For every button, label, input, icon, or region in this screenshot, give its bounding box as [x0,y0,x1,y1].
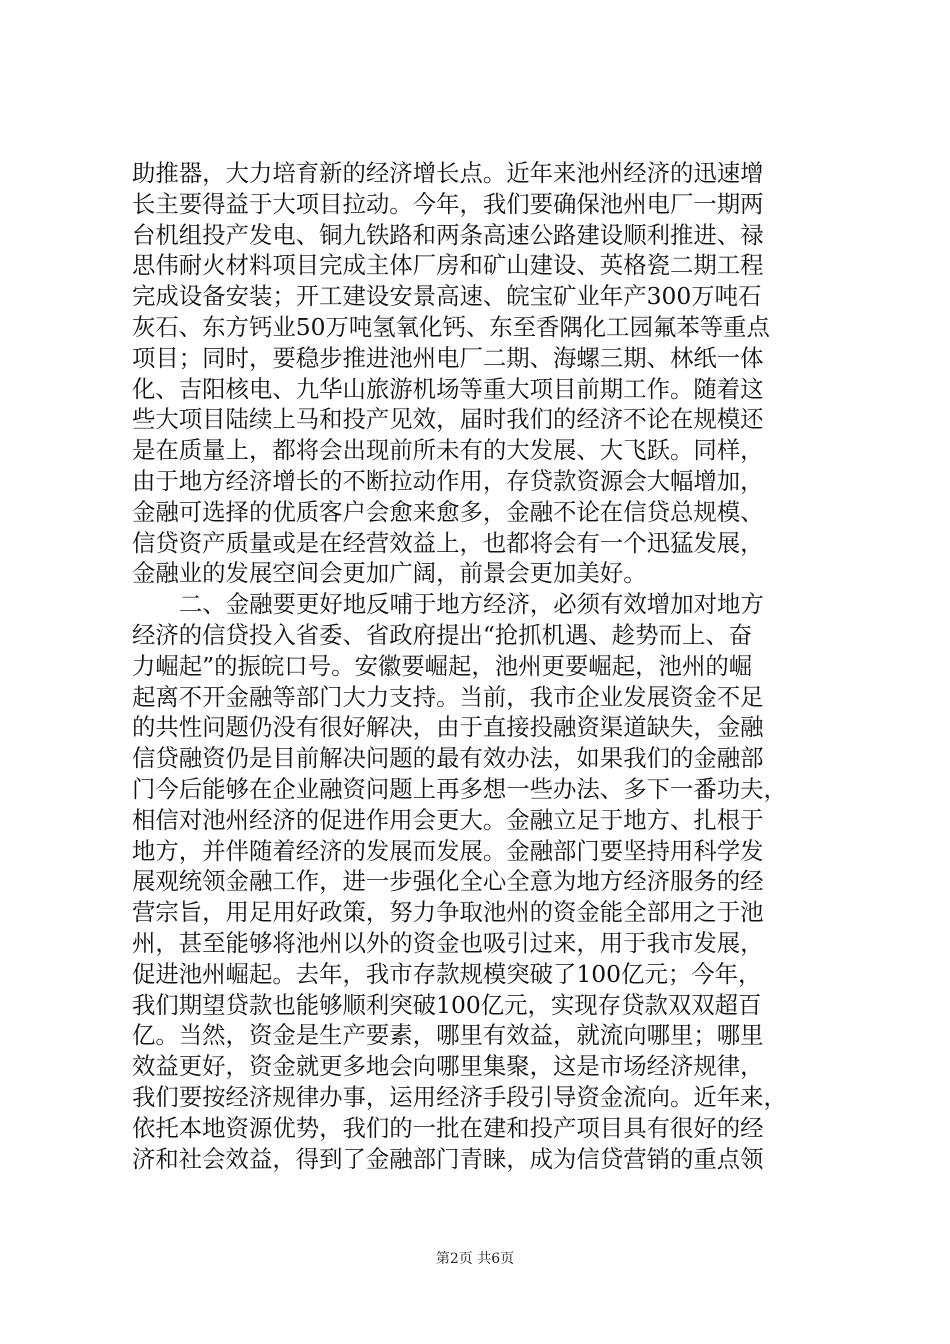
text-line: 门今后能够在企业融资问题上再多想一些办法、多下一番功夫， [132,774,787,803]
text-line: 济和社会效益，得到了金融部门青睐，成为信贷营销的重点领 [132,1144,764,1173]
text-line: 经济的信贷投入省委、省政府提出“抢抓机遇、趁势而上、奋 [132,620,753,649]
text-line: 展观统领金融工作，进一步强化全心全意为地方经济服务的经 [132,867,764,896]
text-line: 信贷融资仍是目前解决问题的最有效办法，如果我们的金融部 [132,744,764,773]
text-line: 些大项目陆续上马和投产见效，届时我们的经济不论在规模还 [132,405,764,434]
text-line: 亿。当然，资金是生产要素，哪里有效益，就流向哪里；哪里 [132,1021,764,1050]
page-footer: 第2页 共6页 [435,1251,515,1267]
text-line: 依托本地资源优势，我们的一批在建和投产项目具有很好的经 [132,1113,764,1142]
text-line: 信贷资产质量或是在经营效益上，也都将会有一个迅猛发展， [132,528,764,557]
body-text [132,158,822,1174]
text-line: 相信对池州经济的促进作用会更大。金融立足于地方、扎根于 [132,805,764,834]
text-line: 由于地方经济增长的不断拉动作用，存贷款资源会大幅增加， [132,466,764,495]
paragraph-start-line: 二、金融要更好地反哺于地方经济，必须有效增加对地方 [179,590,764,619]
text-line: 效益更好，资金就更多地会向哪里集聚，这是市场经济规律， [132,1052,764,1081]
text-line: 助推器，大力培育新的经济增长点。近年来池州经济的迅速增 [132,159,764,187]
text-line: 营宗旨，用足用好政策，努力争取池州的资金能全部用之于池 [132,898,764,927]
text-line: 我们期望贷款也能够顺利突破100亿元，实现存贷款双双超百 [132,990,762,1019]
text-line: 台机组投产发电、铜九铁路和两条高速公路建设顺利推进、禄 [132,220,764,249]
text-line: 思伟耐火材料项目完成主体厂房和矿山建设、英格瓷二期工程 [132,251,764,280]
text-line: 项目；同时，要稳步推进池州电厂二期、海螺三期、林纸一体 [132,343,764,372]
text-line: 是在质量上，都将会出现前所未有的大发展、大飞跃。同样， [132,436,764,465]
text-line: 地方，并伴随着经济的发展而发展。金融部门要坚持用科学发 [132,836,764,865]
text-line: 力崛起”的振皖口号。安徽要崛起，池州更要崛起，池州的崛 [132,651,753,680]
text-line: 灰石、东方钙业50万吨氢氧化钙、东至香隅化工园氟苯等重点 [132,312,770,341]
text-line: 金融业的发展空间会更加广阔，前景会更加美好。 [132,559,647,588]
text-line: 起离不开金融等部门大力支持。当前，我市企业发展资金不足 [132,682,764,711]
text-line: 我们要按经济规律办事，运用经济手段引导资金流向。近年来， [132,1082,787,1111]
text-line: 州，甚至能够将池州以外的资金也吸引过来，用于我市发展， [132,928,764,957]
text-line: 完成设备安装；开工建设安景高速、皖宝矿业年产300万吨石 [132,282,762,311]
text-line: 长主要得益于大项目拉动。今年，我们要确保池州电厂一期两 [132,189,764,218]
text-line: 金融可选择的优质客户会愈来愈多，金融不论在信贷总规模、 [132,497,764,526]
text-line: 促进池州崛起。去年，我市存款规模突破了100亿元；今年， [132,959,762,988]
text-line: 的共性问题仍没有很好解决，由于直接投融资渠道缺失，金融 [132,713,764,742]
text-line: 化、吉阳核电、九华山旅游机场等重大项目前期工作。随着这 [132,374,764,403]
